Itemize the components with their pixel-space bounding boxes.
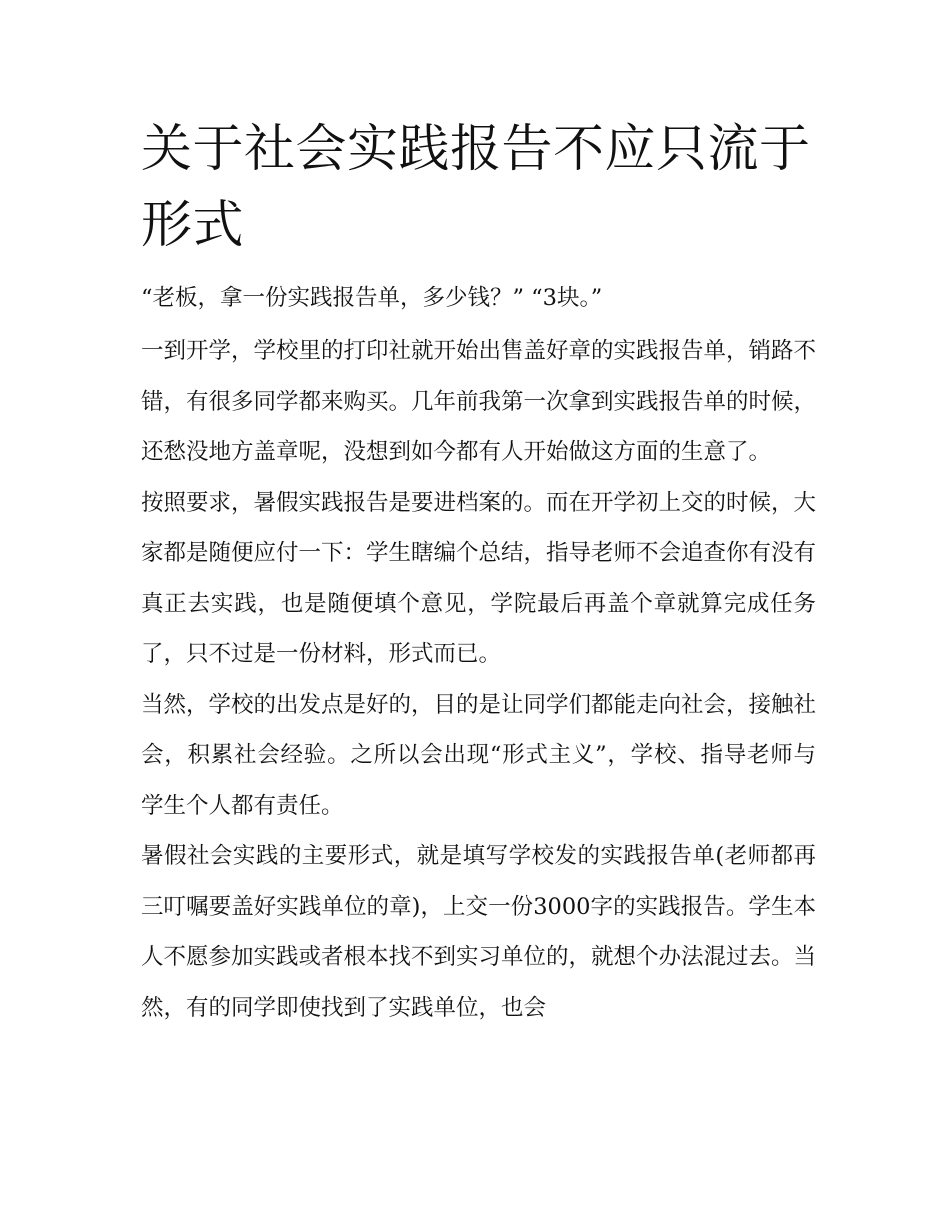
paragraph-dialogue: “老板，拿一份实践报告单，多少钱？” “3块。” bbox=[141, 285, 603, 311]
paragraph-print-shop: 一到开学，学校里的打印社就开始出售盖好章的实践报告单，销路不错，有很多同学都来购买。几年前我第一次拿到实践报告单的时候，还愁没地方盖章呢，没想到如今都有人开始做这方面的生意了。 bbox=[141, 338, 817, 465]
document-body bbox=[141, 112, 816, 1033]
paragraph-responsibility: 当然，学校的出发点是好的，目的是让同学们都能走向社会，接触社会，积累社会经验。之所以会出现“形式主义”，学校、指导老师与学生个人都有责任。 bbox=[141, 691, 817, 819]
document-title: 关于社会实践报告不应只流于形式 bbox=[141, 120, 811, 255]
paragraph-requirements: 按照要求，暑假实践报告是要进档案的。而在开学初上交的时候，大家都是随便应付一下：学生瞎编个总结，指导老师不会追查你有没有真正去实践，也是随便填个意见，学院最后再盖个章就算完成任务了，只不过是一份材料，形式而已。 bbox=[141, 489, 817, 667]
paragraph-practice-form: 暑假社会实践的主要形式，就是填写学校发的实践报告单(老师都再三叮嘱要盖好实践单位的章)，上交一份3000字的实践报告。学生本人不愿参加实践或者根本找不到实习单位的，就想个办法混过去。当然，有的同学即使找到了实践单位，也会 bbox=[141, 843, 817, 1021]
